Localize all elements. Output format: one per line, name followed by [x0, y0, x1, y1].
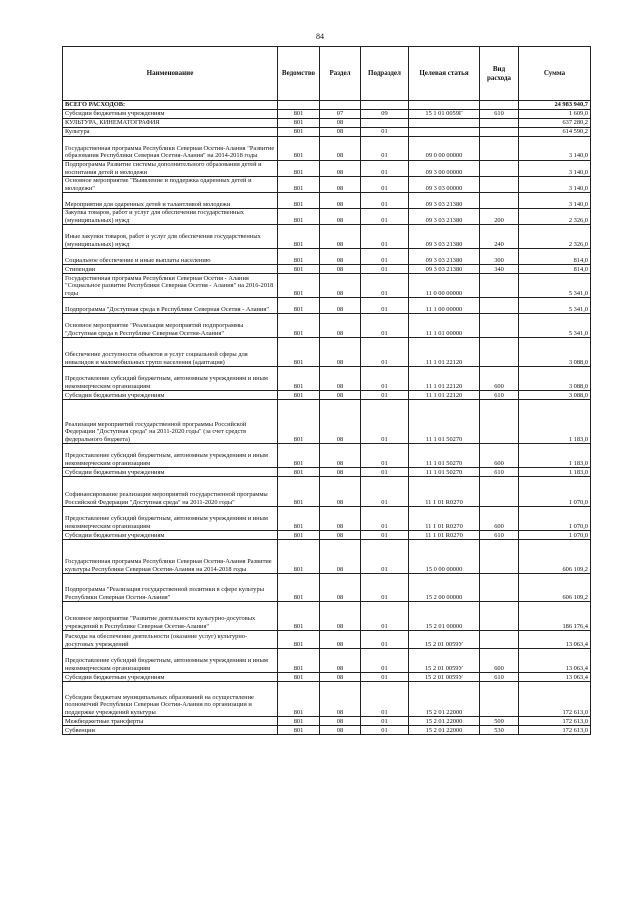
- cell-subsection: 01: [361, 128, 409, 137]
- cell-amount: 1 609,0: [519, 110, 591, 119]
- cell-section: 08: [320, 682, 361, 717]
- cell-name: ВСЕГО РАСХОДОВ:: [63, 101, 278, 110]
- cell-name: Субсидии бюджетным учреждениям: [63, 673, 278, 682]
- cell-department: 801: [278, 682, 320, 717]
- table-row: [63, 128, 591, 137]
- cell-name: Предоставление субсидий бюджетным, автономным учреждениям и иным некоммерческим организациям: [63, 367, 278, 391]
- cell-target: 09 3 03 00000: [409, 177, 480, 193]
- cell-expense-type: [480, 101, 519, 110]
- cell-department: 801: [278, 177, 320, 193]
- cell-section: 08: [320, 161, 361, 177]
- cell-target: 11 0 00 00000: [409, 274, 480, 298]
- table-row: [63, 477, 591, 507]
- cell-target: 09 3 00 00000: [409, 161, 480, 177]
- cell-department: 801: [278, 574, 320, 602]
- table-row: [63, 673, 591, 682]
- header-amount: Сумма: [519, 47, 591, 101]
- cell-section: 08: [320, 649, 361, 673]
- cell-target: 11 1 00 00000: [409, 298, 480, 314]
- cell-department: 801: [278, 726, 320, 735]
- cell-section: 08: [320, 444, 361, 468]
- cell-expense-type: [480, 631, 519, 649]
- cell-amount: 186 176,4: [519, 602, 591, 631]
- cell-section: 08: [320, 177, 361, 193]
- cell-target: 09 3 03 21380: [409, 225, 480, 249]
- header-name: Наименование: [63, 47, 278, 101]
- cell-section: 08: [320, 367, 361, 391]
- cell-name: Иные закупки товаров, работ и услуг для обеспечения государственных (муниципальных) нужд: [63, 225, 278, 249]
- cell-name: Субсидии бюджетным учреждениям: [63, 391, 278, 400]
- cell-expense-type: [480, 128, 519, 137]
- cell-section: 08: [320, 507, 361, 531]
- cell-target: 15 2 01 0059У: [409, 631, 480, 649]
- cell-department: 801: [278, 298, 320, 314]
- table-row: [63, 531, 591, 540]
- cell-target: 15 2 01 22000: [409, 717, 480, 726]
- cell-expense-type: 600: [480, 649, 519, 673]
- cell-expense-type: 500: [480, 717, 519, 726]
- cell-target: 15 2 01 0059У: [409, 673, 480, 682]
- cell-name: Стипендии: [63, 265, 278, 274]
- cell-department: 801: [278, 209, 320, 225]
- cell-name: Субсидии бюджетам муниципальных образований на осуществление полномочий Республики Северная Осетия-Алания по организации и поддержке учреждений культуры: [63, 682, 278, 717]
- table-row: [63, 161, 591, 177]
- cell-subsection: 01: [361, 673, 409, 682]
- table-row: [63, 119, 591, 128]
- table-row: [63, 682, 591, 717]
- cell-amount: 1 070,0: [519, 477, 591, 507]
- cell-target: [409, 119, 480, 128]
- cell-section: 08: [320, 225, 361, 249]
- cell-department: 801: [278, 225, 320, 249]
- cell-expense-type: 610: [480, 391, 519, 400]
- cell-name: Государственная программа Республики Северная Осетия-Алания Развитие культуры Республики Северная Осетия-Алания на 2014-2018 годы: [63, 540, 278, 574]
- cell-section: 08: [320, 540, 361, 574]
- cell-name: Социальное обеспечение и иные выплаты населению: [63, 249, 278, 265]
- cell-amount: 5 341,0: [519, 314, 591, 338]
- cell-department: 801: [278, 161, 320, 177]
- cell-section: [320, 101, 361, 110]
- cell-name: Государственная программа Республики Северная Осетия - Алания "Социальное развитие Республики Северная Осетия - Алания" на 2016-2018 годы: [63, 274, 278, 298]
- cell-section: 07: [320, 110, 361, 119]
- cell-subsection: 09: [361, 110, 409, 119]
- cell-expense-type: 300: [480, 249, 519, 265]
- cell-department: 801: [278, 137, 320, 161]
- cell-subsection: 01: [361, 298, 409, 314]
- cell-name: Основное мероприятие "Реализация мероприятий подпрограммы "Доступная среда в Республике Северная Осетия-Алания": [63, 314, 278, 338]
- cell-subsection: 01: [361, 137, 409, 161]
- cell-name: Предоставление субсидий бюджетным, автономным учреждениям и иным некоммерческим организациям: [63, 444, 278, 468]
- cell-subsection: 01: [361, 531, 409, 540]
- cell-amount: 5 341,0: [519, 298, 591, 314]
- table-row: [63, 574, 591, 602]
- cell-name: Реализация мероприятий государственной программы Российской Федерации "Доступная среда" на 2011-2020 годы" (за счет средств федерального бюджета): [63, 400, 278, 444]
- table-row: [63, 338, 591, 367]
- table-row: [63, 717, 591, 726]
- cell-expense-type: [480, 298, 519, 314]
- cell-name: Софинансирование реализации мероприятий государственной программы Российской Федерации "Доступная среда" на 2011-2020 годы": [63, 477, 278, 507]
- cell-department: 801: [278, 265, 320, 274]
- cell-department: 801: [278, 400, 320, 444]
- cell-subsection: 01: [361, 400, 409, 444]
- cell-subsection: 01: [361, 444, 409, 468]
- cell-section: 08: [320, 400, 361, 444]
- table-row: [63, 177, 591, 193]
- cell-department: 801: [278, 540, 320, 574]
- cell-amount: 172 613,0: [519, 726, 591, 735]
- cell-name: Субвенции: [63, 726, 278, 735]
- cell-target: 15 0 00 00000: [409, 540, 480, 574]
- cell-expense-type: [480, 137, 519, 161]
- cell-name: Мероприятия для одаренных детей и талантливой молодежи: [63, 193, 278, 209]
- cell-target: [409, 128, 480, 137]
- cell-amount: 5 341,0: [519, 274, 591, 298]
- cell-department: 801: [278, 314, 320, 338]
- cell-name: Государственная программа Республики Северная Осетия-Алания "Развитие образования Республики Северная Осетия-Алания" на 2014-2018 годы: [63, 137, 278, 161]
- page-number: 84: [316, 32, 324, 41]
- cell-section: 08: [320, 338, 361, 367]
- cell-amount: 13 063,4: [519, 673, 591, 682]
- cell-section: 08: [320, 314, 361, 338]
- cell-amount: 2 326,0: [519, 209, 591, 225]
- table-row: [63, 468, 591, 477]
- table-row: [63, 649, 591, 673]
- table-row: [63, 507, 591, 531]
- cell-amount: 3 140,0: [519, 161, 591, 177]
- cell-subsection: 01: [361, 602, 409, 631]
- cell-target: 09 0 00 00000: [409, 137, 480, 161]
- cell-department: 801: [278, 673, 320, 682]
- cell-target: 15 2 01 00000: [409, 602, 480, 631]
- cell-target: 15 2 00 00000: [409, 574, 480, 602]
- cell-name: Субсидии бюджетным учреждениям: [63, 110, 278, 119]
- cell-target: 11 1 01 50270: [409, 400, 480, 444]
- cell-subsection: 01: [361, 314, 409, 338]
- cell-department: 801: [278, 507, 320, 531]
- cell-subsection: 01: [361, 193, 409, 209]
- cell-department: 801: [278, 717, 320, 726]
- cell-amount: 172 613,0: [519, 682, 591, 717]
- table-row: [63, 631, 591, 649]
- cell-target: 15 2 01 22000: [409, 682, 480, 717]
- cell-expense-type: 340: [480, 265, 519, 274]
- cell-department: 801: [278, 338, 320, 367]
- cell-subsection: 01: [361, 391, 409, 400]
- cell-expense-type: [480, 682, 519, 717]
- cell-expense-type: 600: [480, 507, 519, 531]
- budget-table: [62, 46, 591, 735]
- cell-expense-type: [480, 400, 519, 444]
- cell-department: 801: [278, 631, 320, 649]
- cell-name: Культура: [63, 128, 278, 137]
- cell-name: КУЛЬТУРА, КИНЕМАТОГРАФИЯ: [63, 119, 278, 128]
- cell-name: Подпрограмма Развитие системы дополнительного образования детей и воспитания детей и молодежи: [63, 161, 278, 177]
- header-department: Ведомство: [278, 47, 320, 101]
- cell-department: 801: [278, 193, 320, 209]
- cell-department: 801: [278, 128, 320, 137]
- cell-amount: 3 140,0: [519, 193, 591, 209]
- cell-target: 09 3 03 21380: [409, 193, 480, 209]
- cell-name: Подпрограмма "Доступная среда в Республике Северная Осетия - Алания": [63, 298, 278, 314]
- cell-name: Обеспечение доступности объектов и услуг социальной сферы для инвалидов и маломобильных групп населения (адаптация): [63, 338, 278, 367]
- cell-expense-type: [480, 177, 519, 193]
- cell-expense-type: [480, 338, 519, 367]
- cell-section: 08: [320, 477, 361, 507]
- cell-amount: 1 183,0: [519, 400, 591, 444]
- cell-department: 801: [278, 444, 320, 468]
- cell-section: 08: [320, 265, 361, 274]
- cell-amount: 24 983 940,7: [519, 101, 591, 110]
- cell-department: 801: [278, 110, 320, 119]
- cell-name: Предоставление субсидий бюджетным, автономным учреждениям и иным некоммерческим организациям: [63, 507, 278, 531]
- cell-department: 801: [278, 119, 320, 128]
- table-row: [63, 249, 591, 265]
- cell-target: 15 2 01 0059У: [409, 649, 480, 673]
- cell-expense-type: 610: [480, 468, 519, 477]
- cell-section: 08: [320, 249, 361, 265]
- cell-subsection: 01: [361, 468, 409, 477]
- cell-expense-type: 200: [480, 209, 519, 225]
- cell-target: 11 1 01 50270: [409, 444, 480, 468]
- cell-expense-type: [480, 161, 519, 177]
- cell-subsection: 01: [361, 338, 409, 367]
- cell-department: 801: [278, 468, 320, 477]
- cell-target: 11 1 01 22120: [409, 367, 480, 391]
- cell-expense-type: [480, 193, 519, 209]
- table-row: [63, 265, 591, 274]
- cell-name: Расходы на обеспечение деятельности (оказание услуг) культурно-досуговых учреждений: [63, 631, 278, 649]
- cell-section: 08: [320, 574, 361, 602]
- header-subsection: Подраздел: [361, 47, 409, 101]
- cell-target: [409, 101, 480, 110]
- cell-name: Предоставление субсидий бюджетным, автономным учреждениям и иным некоммерческим организациям: [63, 649, 278, 673]
- cell-subsection: 01: [361, 477, 409, 507]
- cell-subsection: 01: [361, 507, 409, 531]
- cell-amount: 13 063,4: [519, 649, 591, 673]
- cell-expense-type: 530: [480, 726, 519, 735]
- cell-target: 11 1 01 22120: [409, 338, 480, 367]
- cell-amount: 2 326,0: [519, 225, 591, 249]
- table-row: [63, 110, 591, 119]
- cell-expense-type: [480, 119, 519, 128]
- cell-name: Основное мероприятие "Развитие деятельности культурно-досуговых учреждений в Республике Северная Осетия-Алания": [63, 602, 278, 631]
- cell-section: 08: [320, 468, 361, 477]
- cell-target: 09 3 03 21380: [409, 249, 480, 265]
- cell-expense-type: [480, 602, 519, 631]
- cell-subsection: 01: [361, 649, 409, 673]
- cell-amount: 1 183,0: [519, 468, 591, 477]
- cell-subsection: 01: [361, 177, 409, 193]
- cell-amount: 3 088,0: [519, 367, 591, 391]
- cell-section: 08: [320, 531, 361, 540]
- table-row: [63, 209, 591, 225]
- cell-amount: 1 070,0: [519, 507, 591, 531]
- cell-amount: 814,0: [519, 249, 591, 265]
- cell-department: 801: [278, 274, 320, 298]
- cell-name: Основное мероприятие "Выявление и поддержка одаренных детей и молодежи": [63, 177, 278, 193]
- table-row: [63, 400, 591, 444]
- cell-expense-type: 610: [480, 110, 519, 119]
- cell-name: Межбюджетные трансферты: [63, 717, 278, 726]
- cell-subsection: 01: [361, 540, 409, 574]
- cell-target: 11 1 01 R0270: [409, 477, 480, 507]
- cell-target: 09 3 03 21380: [409, 265, 480, 274]
- cell-section: 08: [320, 602, 361, 631]
- cell-amount: 814,0: [519, 265, 591, 274]
- table-row: [63, 726, 591, 735]
- cell-department: 801: [278, 531, 320, 540]
- cell-target: 11 1 01 00000: [409, 314, 480, 338]
- header-target: Целевая статья: [409, 47, 480, 101]
- cell-section: 08: [320, 119, 361, 128]
- cell-expense-type: [480, 540, 519, 574]
- cell-section: 08: [320, 298, 361, 314]
- cell-section: 08: [320, 717, 361, 726]
- table-row: [63, 101, 591, 110]
- cell-section: 08: [320, 274, 361, 298]
- cell-target: 15 1 01 0059Г: [409, 110, 480, 119]
- cell-department: [278, 101, 320, 110]
- header-section: Раздел: [320, 47, 361, 101]
- cell-name: Подпрограмма "Реализация государственной политики в сфере культуры Республики Северная Осетия-Алания": [63, 574, 278, 602]
- cell-expense-type: [480, 274, 519, 298]
- cell-amount: 1 070,0: [519, 531, 591, 540]
- table-row: [63, 367, 591, 391]
- cell-subsection: [361, 119, 409, 128]
- cell-amount: 614 590,2: [519, 128, 591, 137]
- table-row: [63, 225, 591, 249]
- cell-target: 09 3 03 21380: [409, 209, 480, 225]
- cell-amount: 172 613,0: [519, 717, 591, 726]
- cell-expense-type: [480, 574, 519, 602]
- cell-target: 15 2 01 22000: [409, 726, 480, 735]
- cell-subsection: 01: [361, 225, 409, 249]
- cell-department: 801: [278, 367, 320, 391]
- cell-amount: 606 109,2: [519, 574, 591, 602]
- table-header-row: [63, 47, 591, 101]
- cell-amount: 3 140,0: [519, 177, 591, 193]
- table-row: [63, 602, 591, 631]
- cell-amount: 3 088,0: [519, 338, 591, 367]
- table-row: [63, 274, 591, 298]
- cell-target: 11 1 01 50270: [409, 468, 480, 477]
- cell-expense-type: 610: [480, 673, 519, 682]
- cell-amount: 3 088,0: [519, 391, 591, 400]
- table-row: [63, 391, 591, 400]
- header-expense-type: Вид расхода: [480, 47, 519, 101]
- cell-department: 801: [278, 249, 320, 265]
- cell-subsection: 01: [361, 574, 409, 602]
- cell-section: 08: [320, 391, 361, 400]
- cell-amount: 13 063,4: [519, 631, 591, 649]
- cell-expense-type: 240: [480, 225, 519, 249]
- cell-name: Закупка товаров, работ и услуг для обеспечения государственных (муниципальных) нужд: [63, 209, 278, 225]
- cell-subsection: 01: [361, 367, 409, 391]
- table-row: [63, 540, 591, 574]
- cell-subsection: 01: [361, 274, 409, 298]
- cell-expense-type: 610: [480, 531, 519, 540]
- cell-subsection: 01: [361, 249, 409, 265]
- cell-department: 801: [278, 477, 320, 507]
- cell-target: 11 1 01 R0270: [409, 531, 480, 540]
- cell-section: 08: [320, 673, 361, 682]
- cell-target: 11 1 01 R0270: [409, 507, 480, 531]
- cell-department: 801: [278, 602, 320, 631]
- cell-expense-type: [480, 314, 519, 338]
- cell-amount: 637 280,2: [519, 119, 591, 128]
- cell-subsection: 01: [361, 726, 409, 735]
- cell-expense-type: 600: [480, 367, 519, 391]
- cell-subsection: 01: [361, 717, 409, 726]
- cell-expense-type: [480, 477, 519, 507]
- table-row: [63, 193, 591, 209]
- cell-department: 801: [278, 649, 320, 673]
- cell-section: 08: [320, 631, 361, 649]
- table-row: [63, 298, 591, 314]
- cell-amount: 1 183,0: [519, 444, 591, 468]
- cell-section: 08: [320, 137, 361, 161]
- cell-target: 11 1 01 22120: [409, 391, 480, 400]
- table-row: [63, 137, 591, 161]
- cell-subsection: 01: [361, 161, 409, 177]
- cell-subsection: 01: [361, 631, 409, 649]
- cell-subsection: 01: [361, 209, 409, 225]
- cell-section: 08: [320, 193, 361, 209]
- cell-amount: 3 140,0: [519, 137, 591, 161]
- cell-subsection: 01: [361, 682, 409, 717]
- cell-expense-type: 600: [480, 444, 519, 468]
- table-row: [63, 444, 591, 468]
- cell-subsection: 01: [361, 265, 409, 274]
- cell-name: Субсидии бюджетным учреждениям: [63, 531, 278, 540]
- table-row: [63, 314, 591, 338]
- cell-name: Субсидии бюджетным учреждениям: [63, 468, 278, 477]
- cell-amount: 606 109,2: [519, 540, 591, 574]
- cell-section: 08: [320, 209, 361, 225]
- cell-section: 08: [320, 128, 361, 137]
- cell-department: 801: [278, 391, 320, 400]
- cell-subsection: [361, 101, 409, 110]
- cell-section: 08: [320, 726, 361, 735]
